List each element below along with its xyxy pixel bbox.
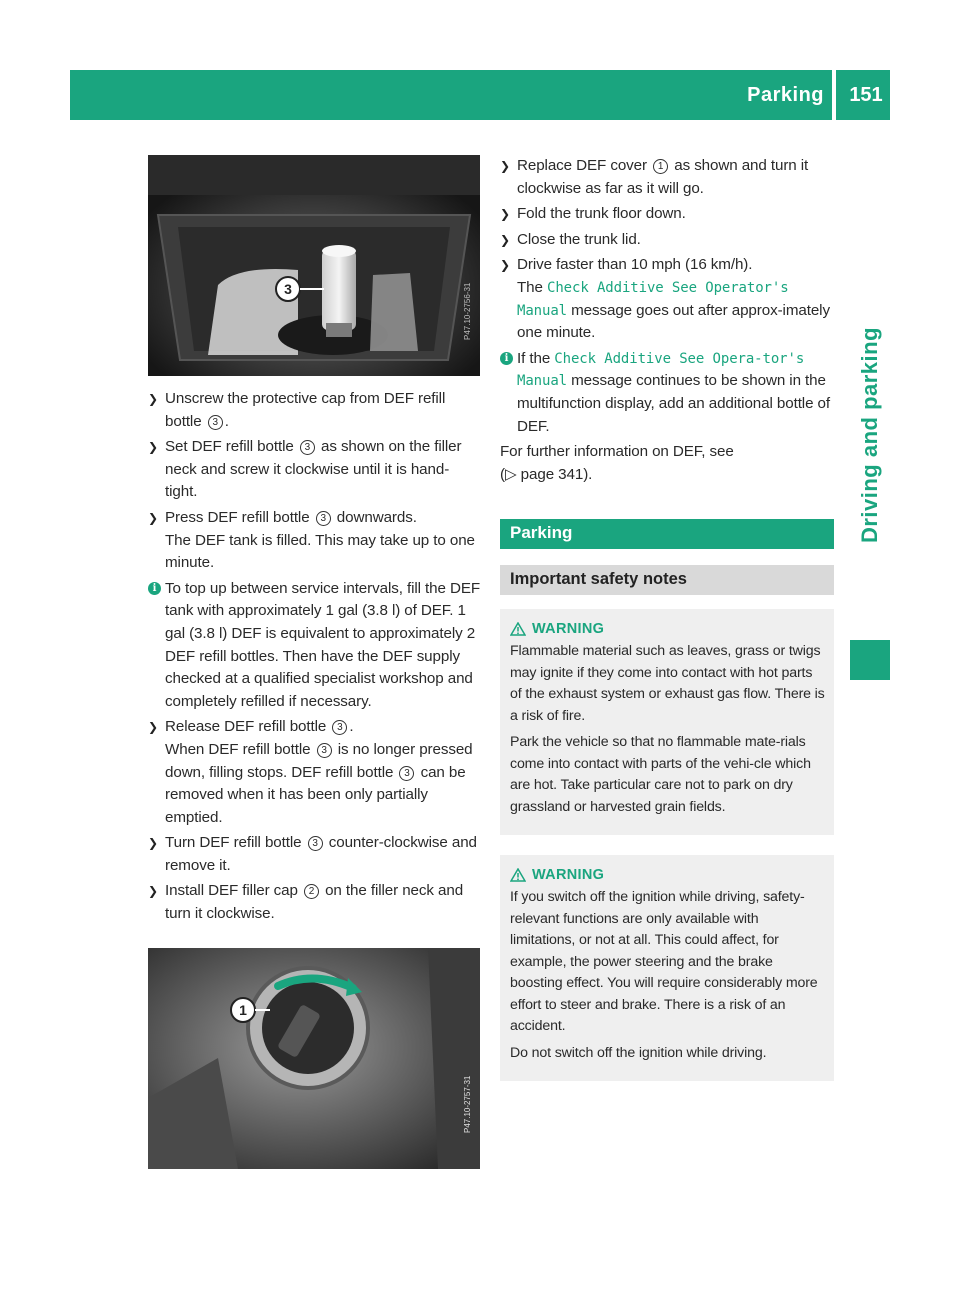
display-message: Check Additive See Opera-tor's Manual <box>517 350 805 390</box>
ref-3-icon: 3 <box>317 743 332 758</box>
ref-3-icon: 3 <box>308 836 323 851</box>
ref-3-icon: 3 <box>316 511 331 526</box>
warning-box-fire <box>500 609 834 835</box>
step-arrow-icon: ❯ <box>500 159 510 173</box>
warning-title: WARNING <box>532 621 605 638</box>
chapter-side-tab-label: Driving and parking <box>857 326 882 544</box>
page-header-title: Parking <box>747 84 824 106</box>
warning-paragraph: Flammable material such as leaves, grass or twigs may ignite if they come into contact with hot parts of the exhaust system or exhaust gas flow. There is a risk of fire. <box>510 643 825 724</box>
ref-3-icon: 3 <box>332 720 347 735</box>
step-arrow-icon: ❯ <box>148 510 158 525</box>
step-release-bottle: ❯ Release DEF refill bottle 3 . When DEF refill bottle 3 is no longer pressed down, filling stops. DEF refill bottle 3 can be removed when it has been only partially emptied. <box>148 718 473 826</box>
ref-3-icon: 3 <box>300 440 315 455</box>
step-turn-bottle: ❯ Turn DEF refill bottle 3 counter-clockwise and remove it. <box>148 834 477 874</box>
trunk-def-refill-photo <box>148 155 480 376</box>
step-install-cap: ❯ Install DEF filler cap 2 on the filler neck and turn it clockwise. <box>148 882 464 923</box>
step-unscrew-cap: ❯ Unscrew the protective cap from DEF refill bottle 3 . <box>148 390 446 430</box>
step-arrow-icon: ❯ <box>500 207 510 222</box>
info-note-top-up: i To top up between service intervals, fill the DEF tank with approximately 1 gal (3.8 l) of DEF. 1 gal (3.8 l) DEF is equivalent to approximately 2 DEF refill bottles. Then have the DEF supply checked at a qualified specialist workshop and completely refilled if necessary. <box>148 578 481 714</box>
step-arrow-icon: ❯ <box>148 392 158 406</box>
warning-paragraph: Park the vehicle so that no flammable mate-rials come into contact with parts of the vehi-cle which are hot. Take particular care not to park on dry grassland or harvested grain fields. <box>510 734 811 815</box>
callout-3-label: 3 <box>284 281 292 297</box>
chapter-marker <box>850 640 890 680</box>
step-fold-floor: ❯ Fold the trunk floor down. <box>500 203 834 226</box>
step-arrow-icon: ❯ <box>148 720 158 735</box>
step-result: The DEF tank is filled. This may take up to one minute. <box>165 531 475 572</box>
step-arrow-icon: ❯ <box>148 440 158 455</box>
warning-title: WARNING <box>532 867 605 884</box>
page-number: 151 <box>849 84 883 106</box>
ref-2-icon: 2 <box>304 884 319 899</box>
def-cover-photo <box>148 948 480 1169</box>
step-arrow-icon: ❯ <box>148 884 158 899</box>
right-column <box>500 155 834 1081</box>
callout-1-label: 1 <box>239 1001 247 1018</box>
section-heading: Parking <box>500 519 834 549</box>
header-divider <box>832 70 836 120</box>
step-arrow-icon: ❯ <box>500 232 510 247</box>
photo-code: P47.10-2757-31 <box>463 1075 472 1133</box>
info-note-message: i If the Check Additive See Opera-tor's Manual message continues to be shown in the multifunction display, add an additional bottle of DEF. <box>500 348 834 438</box>
ref-3-icon: 3 <box>208 415 223 430</box>
info-icon: i <box>148 582 161 595</box>
subsection-heading: Important safety notes <box>500 565 834 595</box>
warning-paragraph: Do not switch off the ignition while driving. <box>510 1044 767 1061</box>
step-set-bottle: ❯ Set DEF refill bottle 3 as shown on the filler neck and screw it clockwise until it is hand-tight. <box>148 438 462 501</box>
step-press-bottle: ❯ Press DEF refill bottle 3 downwards. The DEF tank is filled. This may take up to one minute. <box>148 508 475 572</box>
warning-triangle-icon <box>510 868 526 882</box>
warning-triangle-icon <box>510 622 526 636</box>
step-close-lid: ❯ Close the trunk lid. <box>500 229 834 252</box>
chapter-side-tab[interactable] <box>850 250 890 620</box>
further-info: For further information on DEF, see (▷ page 341). <box>500 443 734 483</box>
step-replace-cover: ❯ Replace DEF cover 1 as shown and turn it clockwise as far as it will go. <box>500 157 809 197</box>
warning-paragraph: If you switch off the ignition while driving, safety-relevant functions are only available with limitations, or not at all. This could affect, for example, the power steering and the brake boosting effect. You will require considerably more effort to steer and brake. There is a risk of an accident. <box>510 889 818 1035</box>
ref-1-icon: 1 <box>653 159 668 174</box>
warning-box-ignition <box>500 855 834 1081</box>
display-message: Check Additive See Operator's Manual <box>517 279 789 319</box>
info-icon: i <box>500 352 513 365</box>
step-arrow-icon: ❯ <box>148 836 158 851</box>
step-drive-faster: ❯ Drive faster than 10 mph (16 km/h). The Check Additive See Operator's Manual message goes out after approx-imately one minute. <box>500 256 830 342</box>
ref-3-icon: 3 <box>399 766 414 781</box>
page-reference-link[interactable]: (▷ page 341). <box>500 465 593 483</box>
photo-code: P47.10-2756-31 <box>463 282 472 340</box>
step-arrow-icon: ❯ <box>500 258 510 273</box>
left-column <box>148 155 481 1169</box>
